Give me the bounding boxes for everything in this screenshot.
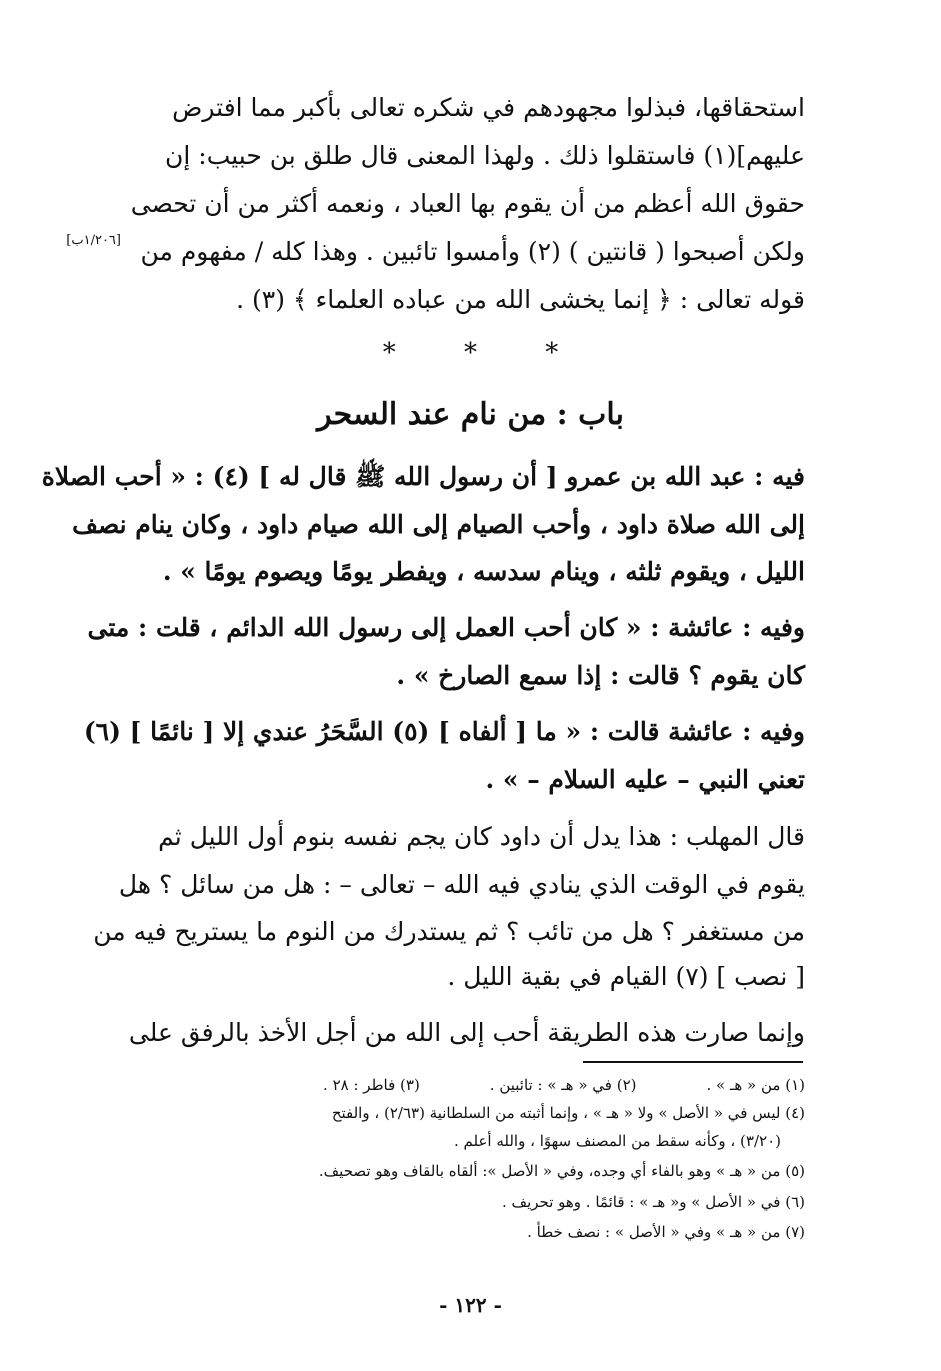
separator-star: *: [382, 338, 396, 368]
footnote-divider: [583, 1061, 803, 1063]
footnote-2: (٢) في « هـ » : تائبين .: [489, 1076, 637, 1094]
hadith-1-line-2: إلى الله صلاة داود ، وأحب الصيام إلى الله صيام داود ، وكان ينام نصف: [72, 510, 805, 539]
footnote-6: (٦) في « الأصل » و« هـ » : قائمًا . وهو تحريف .: [502, 1193, 805, 1211]
paragraph-1-line-4: ولكن أصبحوا ( قانتين ) (٢) وأمسوا تائبين . وهذا كله / مفهوم من: [140, 237, 805, 266]
continuation-line: وإنما صارت هذه الطريقة أحب إلى الله من أجل الأخذ بالرفق على: [128, 1018, 805, 1047]
footnote-4-continuation: (٣/٢٠) ، وكأنه سقط من المصنف سهوًا ، والله أعلم .: [453, 1132, 781, 1150]
hadith-3-line-1: وفيه : عائشة قالت : « ما [ ألفاه ] (٥) السَّحَرُ عندي إلا [ نائمًا ] (٦): [83, 717, 805, 746]
paragraph-1-line-3: حقوق الله أعظم من أن يقوم بها العباد ، ونعمه أكثر من أن تحصى: [130, 189, 805, 218]
paragraph-1-line-1: استحقاقها، فبذلوا مجهودهم في شكره تعالى بأكبر مما افترض: [172, 93, 805, 122]
section-separator: [0, 338, 941, 378]
commentary-line-3: من مستغفر ؟ هل من تائب ؟ ثم يستدرك من النوم ما يستريح فيه من: [93, 917, 805, 946]
paragraph-1-line-2: عليهم](١) فاستقلوا ذلك . ولهذا المعنى قال طلق بن حبيب: إن: [165, 141, 805, 170]
hadith-1-line-3: الليل ، ويقوم ثلثه ، وينام سدسه ، ويفطر يومًا ويصوم يومًا » .: [162, 557, 805, 586]
separator-star: *: [545, 338, 559, 368]
footnote-7: (٧) من « هـ » وفي « الأصل » : نصف خطأ .: [527, 1223, 805, 1241]
commentary-line-1: قال المهلب : هذا يدل أن داود كان يجم نفسه بنوم أول الليل ثم: [158, 822, 805, 851]
footnote-row-1: [105, 1073, 805, 1097]
hadith-1-line-1: فيه : عبد الله بن عمرو [ أن رسول الله ﷺ قال له ] (٤) : « أحب الصلاة: [41, 462, 805, 491]
manuscript-folio-note: [١/٢٠٦ب]: [66, 233, 121, 248]
separator-star: *: [464, 338, 477, 368]
hadith-3-line-2: تعني النبي – عليه السلام – » .: [485, 765, 805, 794]
hadith-2-line-1: وفيه : عائشة : « كان أحب العمل إلى رسول الله الدائم ، قلت : متى: [87, 613, 805, 642]
footnote-1: (١) من « هـ » .: [706, 1076, 805, 1094]
page-number: - ١٢٢ -: [439, 1293, 502, 1317]
footnote-3: (٣) فاطر : ٢٨ .: [323, 1076, 420, 1094]
hadith-2-line-2: كان يقوم ؟ قالت : إذا سمع الصارخ » .: [396, 661, 805, 690]
paragraph-1-line-5: قوله تعالى : ﴿ إنما يخشى الله من عباده العلماء ﴾ (٣) .: [236, 285, 805, 314]
footnote-5: (٥) من « هـ » وهو بالفاء أي وجده، وفي « الأصل »: ألقاه بالقاف وهو تصحيف.: [318, 1162, 805, 1180]
commentary-line-4: [ نصب ] (٧) القيام في بقية الليل .: [447, 962, 805, 991]
commentary-line-2: يقوم في الوقت الذي ينادي فيه الله – تعالى – : هل من سائل ؟ هل: [118, 870, 805, 899]
chapter-heading: باب : من نام عند السحر: [317, 397, 624, 432]
footnote-4: (٤) ليس في « الأصل » ولا « هـ » ، وإنما أثبته من السلطانية (٢/٦٣) ، والفتح: [331, 1104, 805, 1122]
